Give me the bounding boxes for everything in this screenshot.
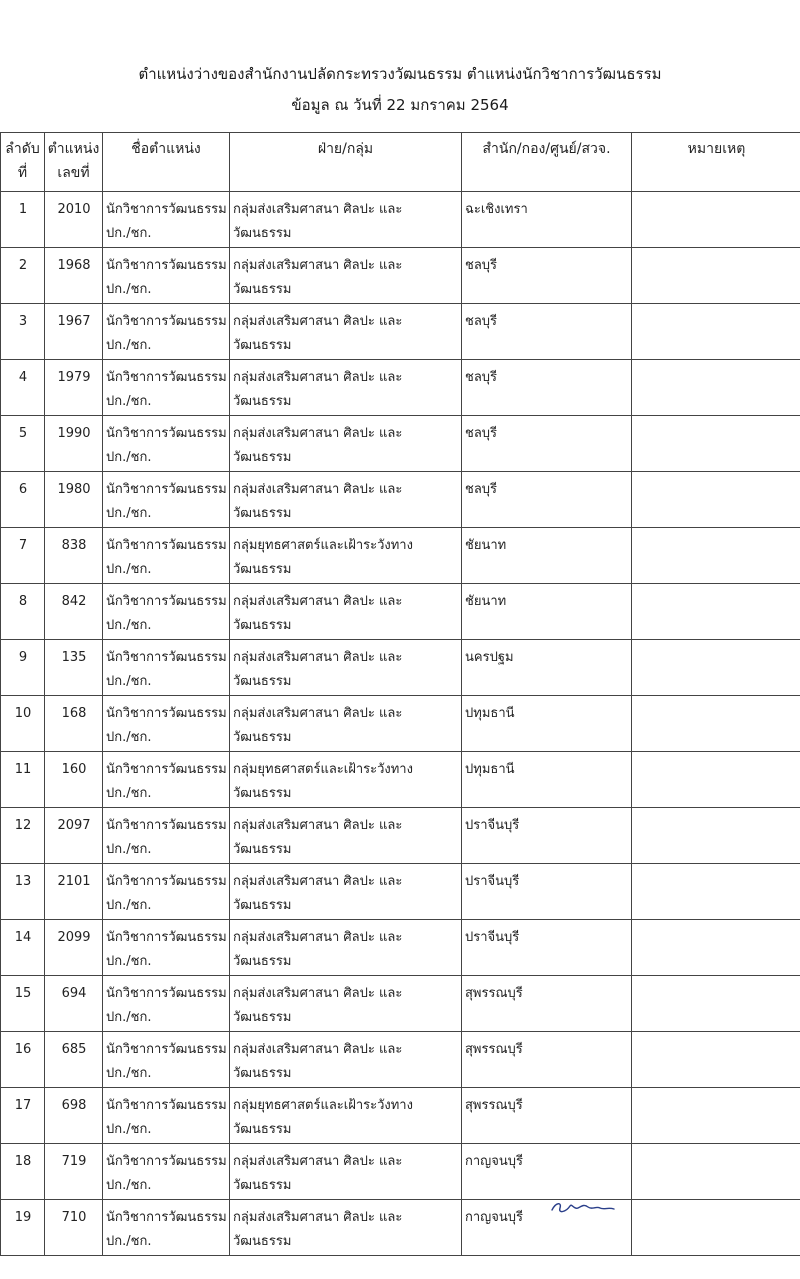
cell-order-no: 15: [1, 976, 45, 1032]
cell-position-number: 168: [45, 696, 103, 752]
cell-position-number: 719: [45, 1144, 103, 1200]
cell-division: กลุ่มส่งเสริมศาสนา ศิลปะ และวัฒนธรรม: [230, 192, 462, 248]
table-row: [1, 696, 800, 752]
header-office: สำนัก/กอง/ศูนย์/สวจ.: [462, 133, 632, 192]
cell-division: กลุ่มยุทธศาสตร์และเฝ้าระวังทาง วัฒนธรรม: [230, 1088, 462, 1144]
cell-order-no: 5: [1, 416, 45, 472]
cell-position-number: 2101: [45, 864, 103, 920]
cell-division: กลุ่มส่งเสริมศาสนา ศิลปะ และวัฒนธรรม: [230, 808, 462, 864]
cell-position-name: นักวิชาการวัฒนธรรม ปก./ชก.: [103, 584, 230, 640]
cell-office: ชลบุรี: [462, 472, 632, 528]
cell-position-number: 1979: [45, 360, 103, 416]
cell-remark: [632, 1200, 800, 1256]
cell-position-name: นักวิชาการวัฒนธรรม ปก./ชก.: [103, 864, 230, 920]
cell-office: สุพรรณบุรี: [462, 976, 632, 1032]
cell-office: ชลบุรี: [462, 416, 632, 472]
cell-remark: [632, 360, 800, 416]
cell-remark: [632, 304, 800, 360]
cell-position-number: 1980: [45, 472, 103, 528]
cell-position-name: นักวิชาการวัฒนธรรม ปก./ชก.: [103, 416, 230, 472]
cell-position-number: 694: [45, 976, 103, 1032]
cell-office: ชลบุรี: [462, 304, 632, 360]
cell-position-number: 135: [45, 640, 103, 696]
cell-order-no: 1: [1, 192, 45, 248]
cell-position-number: 842: [45, 584, 103, 640]
table-row: [1, 304, 800, 360]
header-order-no: ลำดับ ที่: [1, 133, 45, 192]
table-row: [1, 864, 800, 920]
cell-position-name: นักวิชาการวัฒนธรรม ปก./ชก.: [103, 472, 230, 528]
cell-remark: [632, 752, 800, 808]
cell-office: ฉะเชิงเทรา: [462, 192, 632, 248]
table-row: [1, 1200, 800, 1256]
cell-position-name: นักวิชาการวัฒนธรรม ปก./ชก.: [103, 1144, 230, 1200]
cell-position-name: นักวิชาการวัฒนธรรม ปก./ชก.: [103, 192, 230, 248]
cell-division: กลุ่มส่งเสริมศาสนา ศิลปะ และวัฒนธรรม: [230, 416, 462, 472]
cell-position-number: 2010: [45, 192, 103, 248]
cell-position-name: นักวิชาการวัฒนธรรม ปก./ชก.: [103, 1032, 230, 1088]
cell-division: กลุ่มส่งเสริมศาสนา ศิลปะ และวัฒนธรรม: [230, 1032, 462, 1088]
cell-position-name: นักวิชาการวัฒนธรรม ปก./ชก.: [103, 1200, 230, 1256]
cell-division: กลุ่มส่งเสริมศาสนา ศิลปะ และวัฒนธรรม: [230, 696, 462, 752]
cell-order-no: 16: [1, 1032, 45, 1088]
cell-remark: [632, 248, 800, 304]
cell-position-name: นักวิชาการวัฒนธรรม ปก./ชก.: [103, 640, 230, 696]
cell-position-number: 1967: [45, 304, 103, 360]
cell-remark: [632, 920, 800, 976]
cell-position-name: นักวิชาการวัฒนธรรม ปก./ชก.: [103, 920, 230, 976]
cell-division: กลุ่มส่งเสริมศาสนา ศิลปะ และวัฒนธรรม: [230, 976, 462, 1032]
cell-position-number: 838: [45, 528, 103, 584]
cell-position-number: 685: [45, 1032, 103, 1088]
cell-order-no: 9: [1, 640, 45, 696]
cell-division: กลุ่มส่งเสริมศาสนา ศิลปะ และวัฒนธรรม: [230, 864, 462, 920]
cell-order-no: 6: [1, 472, 45, 528]
cell-position-number: 2099: [45, 920, 103, 976]
cell-position-number: 160: [45, 752, 103, 808]
cell-remark: [632, 192, 800, 248]
header-position-name: ชื่อตำแหน่ง: [103, 133, 230, 192]
cell-order-no: 4: [1, 360, 45, 416]
cell-division: กลุ่มส่งเสริมศาสนา ศิลปะ และวัฒนธรรม: [230, 472, 462, 528]
cell-order-no: 13: [1, 864, 45, 920]
cell-remark: [632, 864, 800, 920]
cell-division: กลุ่มส่งเสริมศาสนา ศิลปะ และวัฒนธรรม: [230, 640, 462, 696]
cell-office: ชลบุรี: [462, 360, 632, 416]
cell-position-number: 1990: [45, 416, 103, 472]
cell-office: ปราจีนบุรี: [462, 920, 632, 976]
cell-remark: [632, 696, 800, 752]
table-row: [1, 248, 800, 304]
cell-order-no: 7: [1, 528, 45, 584]
table-row: [1, 360, 800, 416]
cell-division: กลุ่มส่งเสริมศาสนา ศิลปะ และวัฒนธรรม: [230, 248, 462, 304]
table-row: [1, 472, 800, 528]
cell-order-no: 2: [1, 248, 45, 304]
cell-position-number: 1968: [45, 248, 103, 304]
cell-division: กลุ่มส่งเสริมศาสนา ศิลปะ และวัฒนธรรม: [230, 1200, 462, 1256]
cell-position-number: 2097: [45, 808, 103, 864]
cell-position-name: นักวิชาการวัฒนธรรม ปก./ชก.: [103, 976, 230, 1032]
cell-order-no: 8: [1, 584, 45, 640]
cell-remark: [632, 528, 800, 584]
vacancy-table: [0, 132, 800, 1256]
cell-office: ปราจีนบุรี: [462, 808, 632, 864]
cell-division: กลุ่มส่งเสริมศาสนา ศิลปะ และวัฒนธรรม: [230, 360, 462, 416]
cell-office: สุพรรณบุรี: [462, 1032, 632, 1088]
cell-division: กลุ่มส่งเสริมศาสนา ศิลปะ และวัฒนธรรม: [230, 1144, 462, 1200]
header-division: ฝ่าย/กลุ่ม: [230, 133, 462, 192]
page-title: ตำแหน่งว่างของสำนักงานปลัดกระทรวงวัฒนธรรม ตำแหน่งนักวิชาการวัฒนธรรม: [138, 65, 662, 83]
cell-office: กาญจนบุรี: [462, 1200, 632, 1256]
cell-order-no: 3: [1, 304, 45, 360]
table-row: [1, 192, 800, 248]
cell-position-name: นักวิชาการวัฒนธรรม ปก./ชก.: [103, 1088, 230, 1144]
cell-position-name: นักวิชาการวัฒนธรรม ปก./ชก.: [103, 360, 230, 416]
cell-position-name: นักวิชาการวัฒนธรรม ปก./ชก.: [103, 304, 230, 360]
cell-order-no: 19: [1, 1200, 45, 1256]
signature-mark: [548, 1198, 618, 1218]
table-row: [1, 1032, 800, 1088]
cell-order-no: 14: [1, 920, 45, 976]
table-row: [1, 640, 800, 696]
cell-division: กลุ่มส่งเสริมศาสนา ศิลปะ และวัฒนธรรม: [230, 584, 462, 640]
table-row: [1, 584, 800, 640]
cell-office: ปราจีนบุรี: [462, 864, 632, 920]
cell-office: ปทุมธานี: [462, 752, 632, 808]
page-subtitle-date: ข้อมูล ณ วันที่ 22 มกราคม 2564: [291, 96, 509, 114]
cell-position-number: 710: [45, 1200, 103, 1256]
cell-position-name: นักวิชาการวัฒนธรรม ปก./ชก.: [103, 248, 230, 304]
table-header-row: [1, 133, 800, 192]
table-row: [1, 1144, 800, 1200]
table-row: [1, 416, 800, 472]
cell-remark: [632, 1144, 800, 1200]
cell-remark: [632, 416, 800, 472]
cell-office: ชลบุรี: [462, 248, 632, 304]
cell-position-name: นักวิชาการวัฒนธรรม ปก./ชก.: [103, 528, 230, 584]
cell-office: กาญจนบุรี: [462, 1144, 632, 1200]
cell-position-number: 698: [45, 1088, 103, 1144]
cell-order-no: 18: [1, 1144, 45, 1200]
cell-division: กลุ่มยุทธศาสตร์และเฝ้าระวังทาง วัฒนธรรม: [230, 528, 462, 584]
header-remark: หมายเหตุ: [632, 133, 800, 192]
cell-office: ชัยนาท: [462, 584, 632, 640]
cell-position-name: นักวิชาการวัฒนธรรม ปก./ชก.: [103, 696, 230, 752]
cell-position-name: นักวิชาการวัฒนธรรม ปก./ชก.: [103, 752, 230, 808]
cell-remark: [632, 976, 800, 1032]
cell-division: กลุ่มส่งเสริมศาสนา ศิลปะ และวัฒนธรรม: [230, 920, 462, 976]
cell-order-no: 10: [1, 696, 45, 752]
cell-office: ปทุมธานี: [462, 696, 632, 752]
cell-division: กลุ่มส่งเสริมศาสนา ศิลปะ และวัฒนธรรม: [230, 304, 462, 360]
table-row: [1, 1088, 800, 1144]
cell-remark: [632, 584, 800, 640]
cell-remark: [632, 1088, 800, 1144]
cell-office: สุพรรณบุรี: [462, 1088, 632, 1144]
table-row: [1, 808, 800, 864]
cell-office: ชัยนาท: [462, 528, 632, 584]
cell-office: นครปฐม: [462, 640, 632, 696]
cell-order-no: 17: [1, 1088, 45, 1144]
table-row: [1, 528, 800, 584]
cell-order-no: 11: [1, 752, 45, 808]
cell-remark: [632, 808, 800, 864]
cell-order-no: 12: [1, 808, 45, 864]
table-row: [1, 752, 800, 808]
cell-remark: [632, 640, 800, 696]
cell-remark: [632, 472, 800, 528]
cell-position-name: นักวิชาการวัฒนธรรม ปก./ชก.: [103, 808, 230, 864]
table-row: [1, 976, 800, 1032]
cell-remark: [632, 1032, 800, 1088]
cell-division: กลุ่มยุทธศาสตร์และเฝ้าระวังทาง วัฒนธรรม: [230, 752, 462, 808]
table-row: [1, 920, 800, 976]
header-position-number: ตำแหน่ง เลขที่: [45, 133, 103, 192]
